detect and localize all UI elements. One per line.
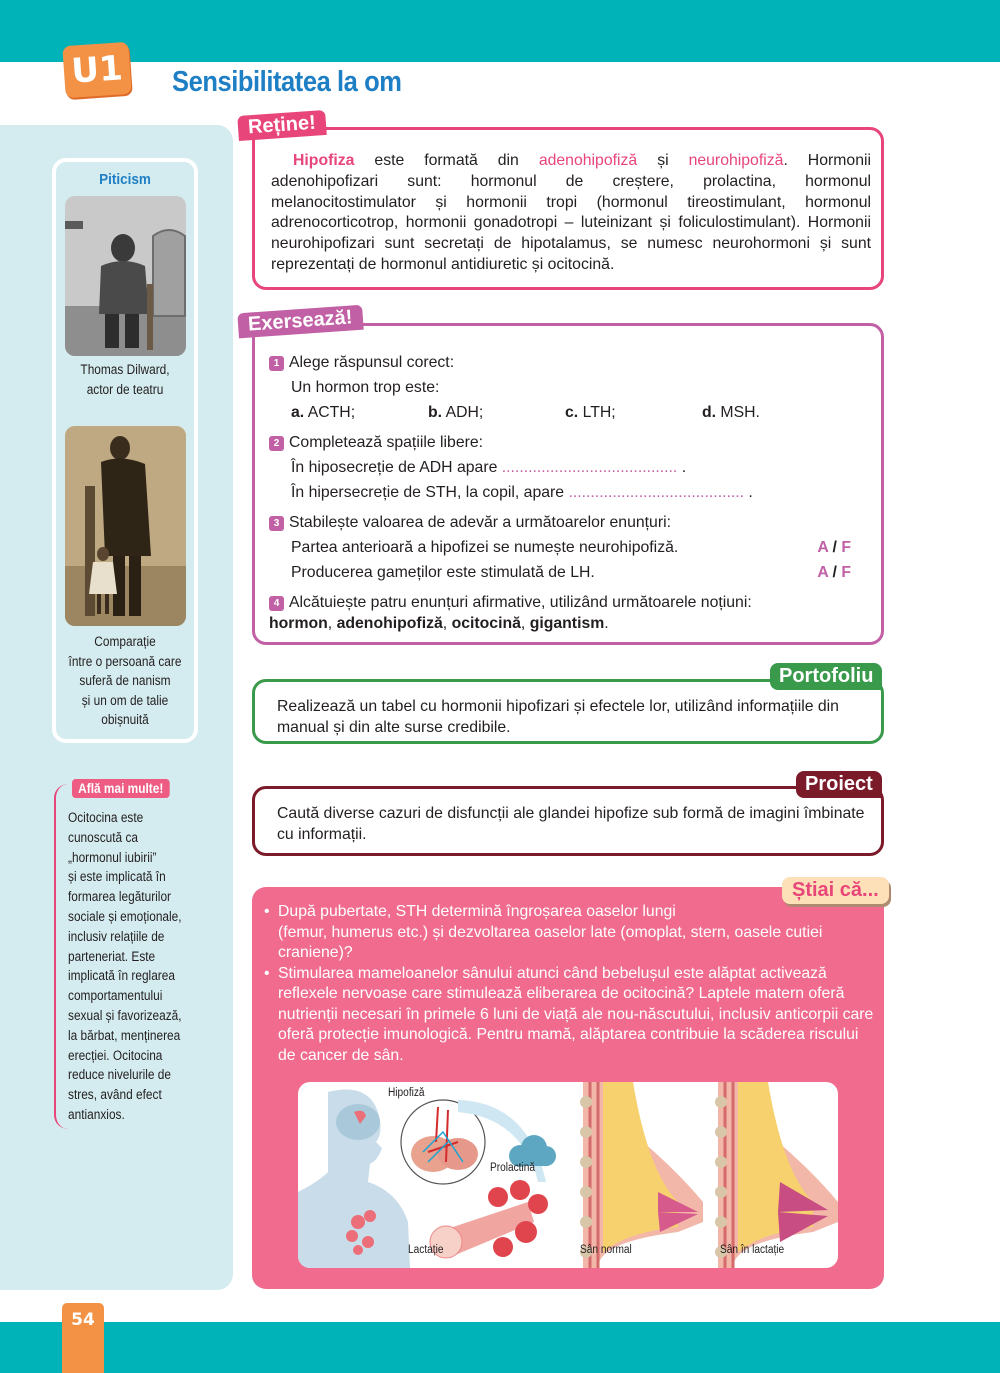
statement-2 (269, 560, 869, 585)
page-number: 54 (62, 1303, 104, 1373)
fill-line-1 (269, 455, 869, 480)
sidebar (0, 125, 233, 1290)
learn-more-box (54, 781, 204, 1129)
bottom-color-band (0, 1322, 1000, 1373)
fill-line-2 (269, 480, 869, 505)
question-prompt: Alcătuiește patru enunțuri afirmative, utilizând următoarele noțiuni: (289, 594, 752, 611)
false-option[interactable]: F (841, 539, 851, 556)
remember-text (271, 151, 871, 276)
fill-text: În hiposecreție de ADH apare (291, 459, 502, 476)
true-option[interactable]: A (817, 564, 829, 581)
photo1-caption: Thomas Dilward, actor de teatru (80, 362, 170, 397)
statement-text: Producerea gameților este stimulată de LH. (291, 564, 595, 581)
separator: / (828, 564, 842, 581)
option-text: ADH; (442, 404, 484, 421)
did-you-know-list (262, 902, 874, 1066)
lactation-illustration-icon (298, 1082, 838, 1268)
learn-more-label: Află mai multe! (72, 779, 169, 798)
term-neurohipofiza: neurohipofiză (688, 152, 784, 169)
answer-options (269, 400, 869, 425)
text-segment: și (637, 152, 689, 169)
label-san-lactatie: Sân în lactație (720, 1244, 785, 1256)
question-number-badge: 4 (269, 596, 284, 611)
true-false-selector[interactable] (817, 560, 851, 585)
separator: , (520, 615, 530, 632)
page-title: Sensibilitatea la om (172, 66, 402, 98)
comparison-photo-icon (65, 426, 186, 626)
statement-1 (269, 535, 869, 560)
label-hipofiza: Hipofiză (388, 1087, 425, 1099)
terms-end: . (604, 615, 609, 632)
fill-end: . (744, 484, 753, 501)
exercise-1 (269, 350, 869, 425)
statement-text: Partea anterioară a hipofizei se numește neurohipofiză. (291, 539, 679, 556)
project-text: Caută diverse cazuri de disfuncții ale glandei hipofize sub formă de imagini îmbinate cu informații. (277, 805, 865, 843)
false-option[interactable]: F (841, 564, 851, 581)
separator: / (828, 539, 842, 556)
did-you-know-tab: Știai că... (782, 877, 889, 904)
separator: , (327, 615, 337, 632)
photo2-caption: Comparație între o persoană care suferă de nanism și un om de talie obișnuită (68, 634, 182, 727)
did-you-know-item: • După pubertate, STH determină îngroșarea oaselor lungi (femur, humerus etc.) și dezvoltarea oaselor late (omoplat, stern, oasele cutiei craniene)? (262, 902, 874, 964)
true-false-selector[interactable] (817, 535, 851, 560)
term: gigantism (529, 615, 605, 632)
photo-thomas-dilward (65, 196, 186, 356)
option-a[interactable] (291, 400, 428, 425)
fill-text: În hipersecreție de STH, la copil, apare (291, 484, 569, 501)
remember-box (252, 127, 884, 290)
text-segment: este formată din (354, 152, 539, 169)
learn-more-text: Ocitocina este cunoscută ca „hormonul iubirii” și este implicată în formarea legăturilor sociale și emoționale, inclusiv relațiile de parteneriat. Este implicată în reglarea comportamentului sexual și favorizează, la bărbat, menținerea erecției. Ocitocina reduce nivelurile de stres, având efect antianxios. (68, 810, 182, 1122)
question-prompt: Stabilește valoarea de adevăr a următoarelor enunțuri: (289, 514, 671, 531)
unit-badge: U1 (62, 42, 131, 98)
option-b[interactable] (428, 400, 565, 425)
option-letter: a. (291, 404, 305, 421)
term: adenohipofiză (336, 615, 443, 632)
project-tab: Proiect (796, 771, 882, 798)
portfolio-text: Realizează un tabel cu hormonii hipofizari și efectele lor, utilizând informațiile din manual și din alte surse credibile. (277, 698, 839, 736)
terms-list (269, 613, 869, 634)
question-number-badge: 3 (269, 516, 284, 531)
blank-field[interactable]: ........................................ (501, 459, 678, 476)
remember-tab: Reține! (237, 110, 326, 141)
option-letter: c. (565, 404, 579, 421)
did-you-know-box (252, 887, 884, 1289)
label-lactatie: Lactație (408, 1244, 444, 1256)
question-number-badge: 2 (269, 436, 284, 451)
fill-end: . (677, 459, 687, 476)
option-c[interactable] (565, 400, 702, 425)
person-photo-icon (65, 196, 186, 356)
option-letter: d. (702, 404, 717, 421)
question-stem: Un hormon trop este: (291, 379, 440, 396)
label-prolactina: Prolactină (490, 1162, 536, 1174)
question-prompt: Completează spațiile libere: (289, 434, 484, 451)
true-option[interactable]: A (817, 539, 829, 556)
portfolio-tab: Portofoliu (770, 663, 882, 690)
exercise-4 (269, 592, 869, 634)
text-segment: . Hormonii adenohipofizari sunt: hormonul de creștere, prolactina, hormonul melanocitostimulator și hormonii tropi (hormonul tireostimulant, hormonul adrenocorticotrop, hormonii gonadotropi – luteinizant și foliculostimulant). Hormonii neurohipofizari sunt secretați de hipotalamus, se numesc neurohormoni și sunt reprezentați de hormonul antidiuretic și ocitocină. (271, 152, 872, 273)
exercise-3 (269, 510, 869, 585)
term-adenohipofiza: adenohipofiză (538, 152, 638, 169)
did-you-know-item: • Stimularea mameloanelor sânului atunci când bebelușul este alăptat activează reflexele nervoase care stimulează eliberarea de ocitocină? Laptele matern oferă nutrienții necesari în primele 6 luni de viață ale nou-născutului, inclusiv anticorpii care oferă protecție imunologică. Pentru mamă, alăptarea contribuie la scăderea riscului de cancer de sân. (262, 964, 874, 1067)
term: hormon (269, 615, 328, 632)
top-color-band (0, 0, 1000, 62)
lactation-diagram (298, 1082, 838, 1268)
exercise-tab: Exersează! (237, 305, 363, 339)
term: ocitocină (451, 615, 521, 632)
figure-card-piticism (52, 158, 198, 743)
project-box (252, 786, 884, 856)
option-text: ACTH; (304, 404, 356, 421)
exercise-box (252, 323, 884, 645)
option-d[interactable] (702, 400, 839, 425)
blank-field[interactable]: ........................................ (568, 484, 745, 501)
label-san-normal: Sân normal (580, 1244, 632, 1256)
figure-title: Piticism (99, 171, 151, 188)
question-number-badge: 1 (269, 356, 284, 371)
question-prompt: Alege răspunsul corect: (289, 354, 455, 371)
separator: , (442, 615, 452, 632)
option-text: MSH. (716, 404, 760, 421)
exercise-2 (269, 430, 869, 505)
option-text: LTH; (578, 404, 616, 421)
term-hipofiza: Hipofiza (293, 152, 355, 169)
option-letter: b. (428, 404, 443, 421)
photo-nanism-comparison (65, 426, 186, 626)
